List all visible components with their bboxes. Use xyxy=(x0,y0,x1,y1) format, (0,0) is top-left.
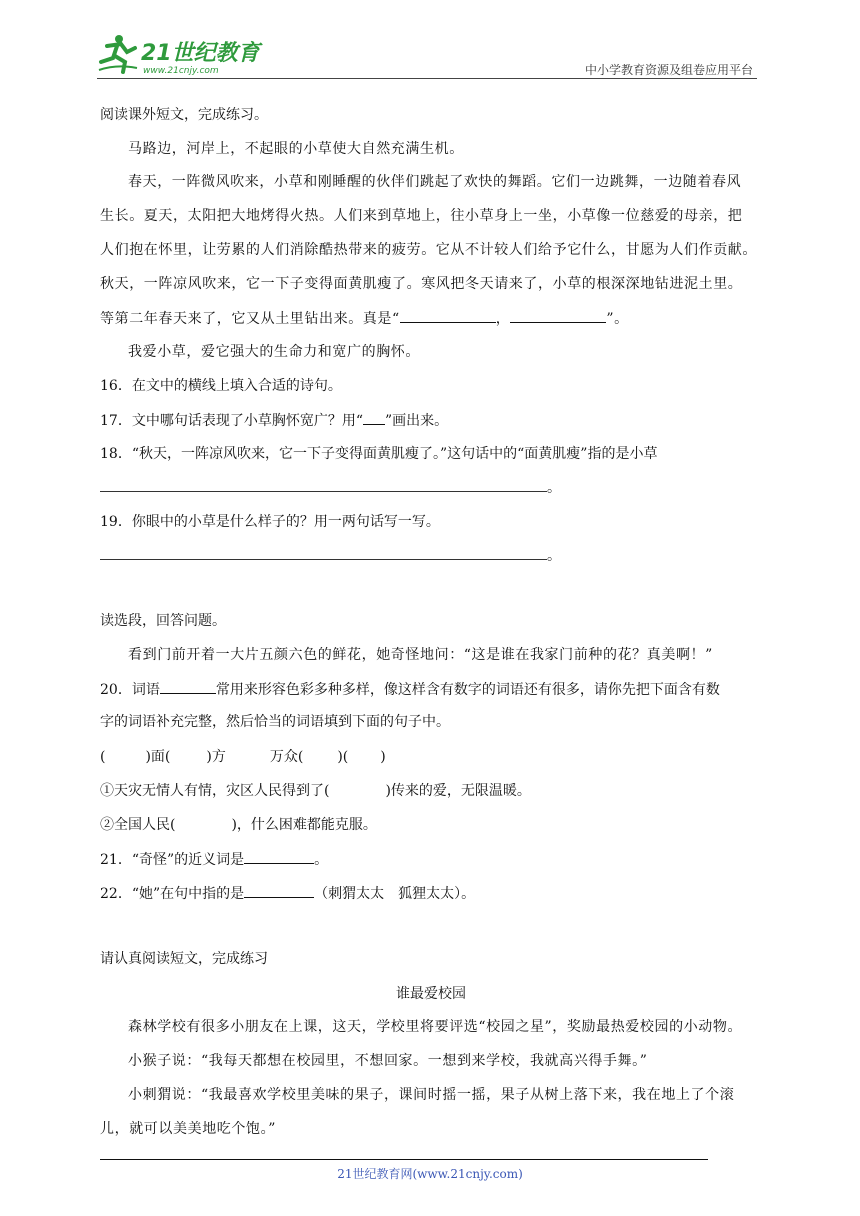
platform-label: 中小学教育资源及组卷应用平台 xyxy=(584,63,753,77)
underline-sample xyxy=(363,410,385,425)
text-segment: )( xyxy=(337,749,349,765)
section1-paragraph-2-line-3: 人们抱在怀里，让劳累的人们消除酷热带来的疲劳。它从不计较人们给予它什么，甘愿为人们作贡献。 xyxy=(100,242,757,258)
text-segment: )传来的爱，无限温暖。 xyxy=(385,783,531,799)
text-segment: 17．文中哪句话表现了小草胸怀宽广？用“ xyxy=(100,413,363,429)
poem-blank-1[interactable] xyxy=(400,308,496,323)
answer-blank[interactable] xyxy=(244,849,314,864)
word-blank[interactable] xyxy=(160,679,216,694)
text-segment: ， xyxy=(495,311,511,327)
logo-url: www.21cnjy.com xyxy=(143,66,219,76)
text-segment: )，什么困难都能克服。 xyxy=(231,817,377,833)
answer-line[interactable] xyxy=(100,547,547,560)
question-19: 19．你眼中的小草是什么样子的？用一两句话写一写。 xyxy=(100,514,440,530)
text-segment: 。 xyxy=(547,480,561,496)
runner-logo-icon xyxy=(97,32,267,78)
header-rule xyxy=(97,78,757,79)
question-16: 16．在文中的横线上填入合适的诗句。 xyxy=(100,378,342,394)
question-20-sentence-1 xyxy=(100,781,531,801)
question-22 xyxy=(100,883,475,904)
question-21 xyxy=(100,849,328,870)
text-segment: ②全国人民( xyxy=(100,817,176,833)
question-20-words xyxy=(100,747,386,767)
text-segment: 21．“奇怪”的近义词是 xyxy=(100,852,245,868)
page-footer: 21世纪教育网(www.21cnjy.com) xyxy=(337,1167,523,1181)
logo-wordmark: 21世纪教育 xyxy=(141,41,260,66)
text-segment: ①天灾无情人有情，灾区人民得到了( xyxy=(100,783,330,799)
text-segment: )方 xyxy=(206,749,226,765)
text-segment: 20．词语 xyxy=(100,682,160,698)
answer-line[interactable] xyxy=(100,479,547,492)
section3-paragraph-1: 森林学校有很多小朋友在上课，这天，学校里将要评选“校园之星”，奖励最热爱校园的小动物。 xyxy=(128,1019,743,1035)
text-segment: 常用来形容色彩多种多样，像这样含有数字的词语还有很多，请你先把下面含有数 xyxy=(215,682,720,698)
text-segment: )面( xyxy=(145,749,171,765)
answer-blank[interactable] xyxy=(244,883,314,898)
poem-blank-2[interactable] xyxy=(510,308,606,323)
page-header xyxy=(97,32,757,80)
section1-intro: 阅读课外短文，完成练习。 xyxy=(100,107,268,123)
section1-paragraph-2-line-5 xyxy=(100,308,629,329)
text-segment: ”画出来。 xyxy=(384,413,449,429)
text-segment: 。 xyxy=(547,548,561,564)
section3-paragraph-2: 小猴子说：“我每天都想在校园里，不想回家。一想到来学校，我就高兴得手舞。” xyxy=(128,1053,648,1069)
question-20-line-2: 字的词语补充完整，然后恰当的词语填到下面的句子中。 xyxy=(100,714,450,730)
section1-paragraph-2-line-1: 春天，一阵微风吹来，小草和刚睡醒的伙伴们跳起了欢快的舞蹈。它们一边跳舞，一边随着春风 xyxy=(128,174,742,190)
section3-paragraph-3-line-2: 儿，就可以美美地吃个饱。” xyxy=(100,1121,276,1137)
section3-paragraph-3-line-1: 小刺猬说：“我最喜欢学校里美味的果子，课间时摇一摇，果子从树上落下来，我在地上了个滚 xyxy=(128,1087,735,1103)
question-20-line-1 xyxy=(100,679,720,700)
question-19-answer xyxy=(100,546,561,566)
text-segment: 等第二年春天来了，它又从土里钻出来。真是“ xyxy=(100,311,400,327)
text-segment: ( xyxy=(100,749,106,765)
section1-paragraph-3: 我爱小草，爱它强大的生命力和宽广的胸怀。 xyxy=(128,344,420,360)
question-18-answer xyxy=(100,478,561,498)
section1-paragraph-2-line-4: 秋天，一阵凉风吹来，它一下子变得面黄肌瘦了。寒风把冬天请来了，小草的根深深地钻进泥土里。 xyxy=(100,276,743,292)
text-segment: （刺猬太太 狐狸太太）。 xyxy=(314,886,476,902)
section2-intro: 读选段，回答问题。 xyxy=(100,613,226,629)
section1-paragraph-1: 马路边，河岸上，不起眼的小草使大自然充满生机。 xyxy=(128,141,464,157)
section3-title: 谁最爱校园 xyxy=(396,986,466,1002)
question-17 xyxy=(100,410,448,431)
text-segment: ”。 xyxy=(606,311,629,327)
section3-intro: 请认真阅读短文，完成练习 xyxy=(100,951,268,967)
site-logo xyxy=(97,32,267,78)
text-segment: 。 xyxy=(314,852,329,868)
question-18: 18．“秋天，一阵凉风吹来，它一下子变得面黄肌瘦了。”这句话中的“面黄肌瘦”指的是小草 xyxy=(100,446,658,462)
section1-paragraph-2-line-2: 生长。夏天，太阳把大地烤得火热。人们来到草地上，往小草身上一坐，小草像一位慈爱的母亲，把 xyxy=(100,208,743,224)
text-segment: ) xyxy=(380,749,386,765)
question-20-sentence-2 xyxy=(100,815,377,835)
text-segment: 22．“她”在句中指的是 xyxy=(100,886,245,902)
footer-rule xyxy=(100,1159,708,1160)
section2-passage: 看到门前开着一大片五颜六色的鲜花，她奇怪地问：“这是谁在我家门前种的花？真美啊！” xyxy=(128,647,713,663)
text-segment: 万众( xyxy=(269,749,304,765)
